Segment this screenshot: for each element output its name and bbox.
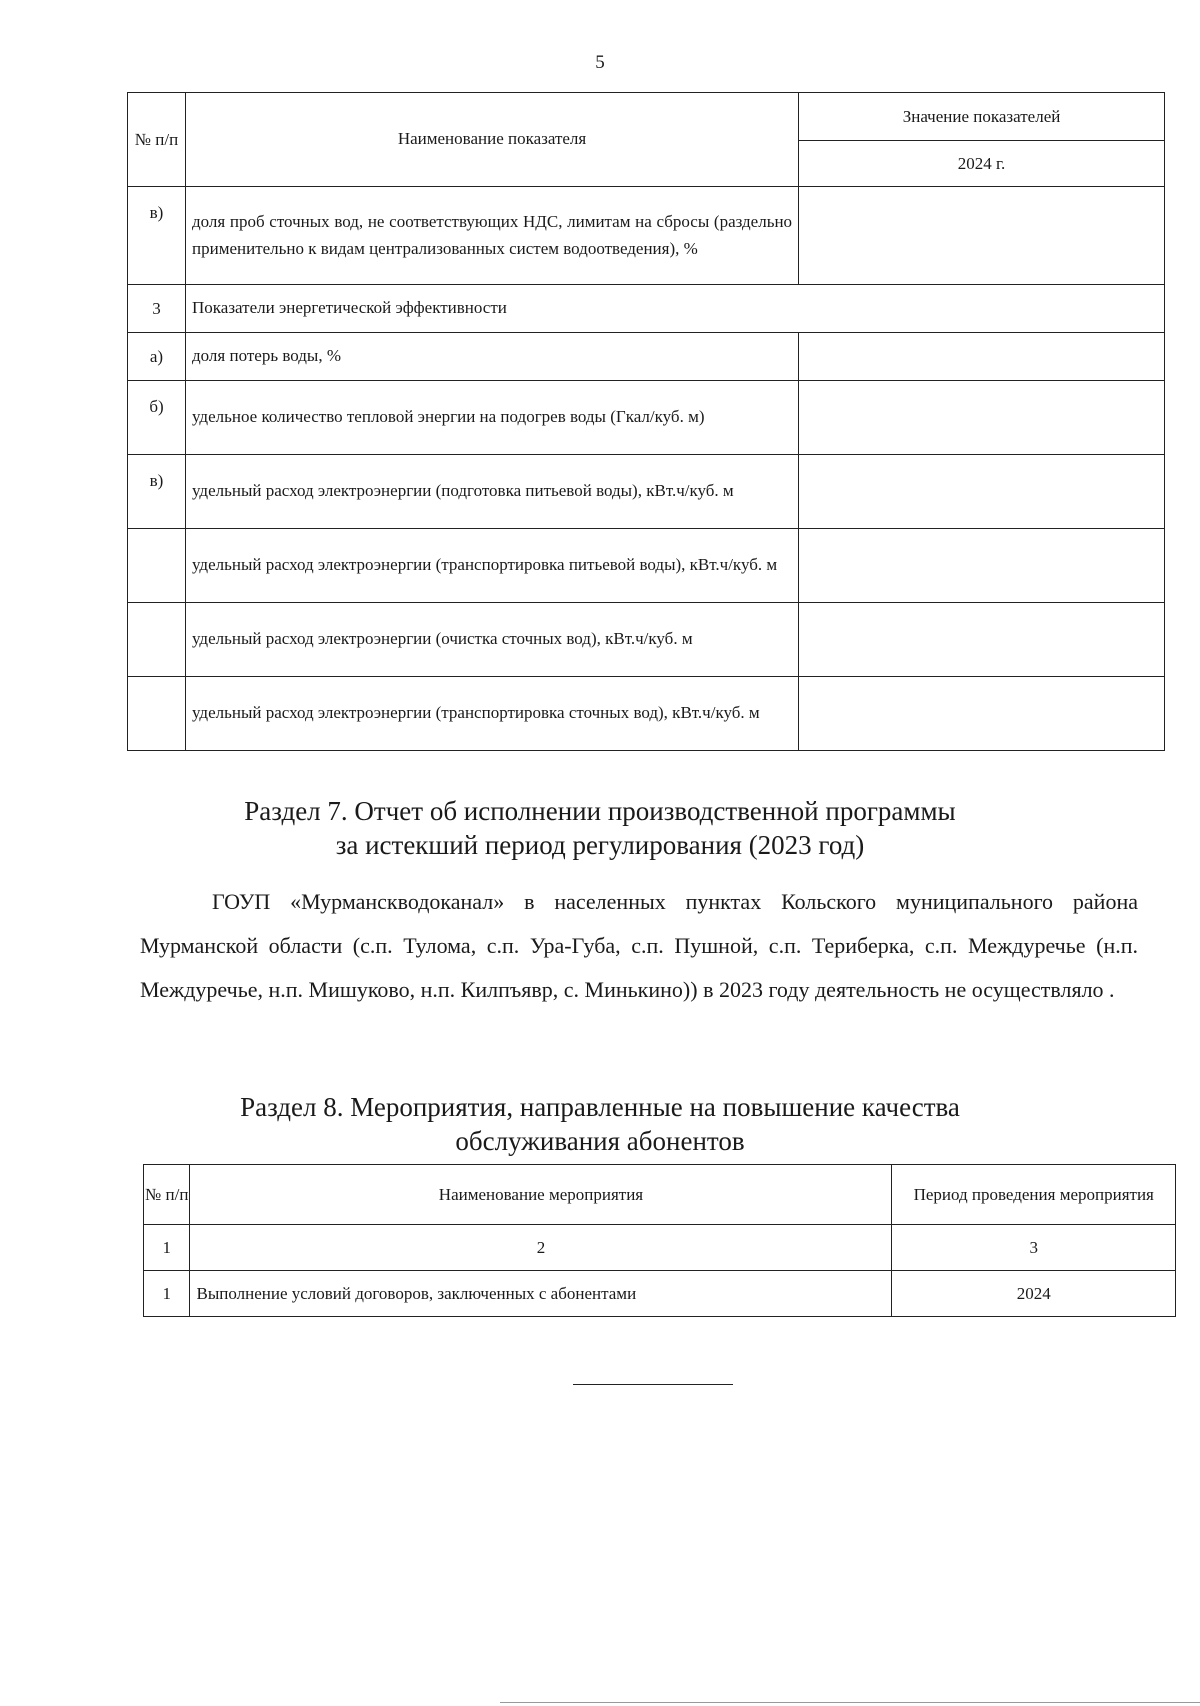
- row-num: [128, 603, 186, 677]
- row-name: удельный расход электроэнергии (транспортировка сточных вод), кВт.ч/куб. м: [186, 677, 799, 751]
- row-value: [799, 333, 1165, 381]
- table-row: [128, 455, 1165, 529]
- row-value: [799, 603, 1165, 677]
- row-num: 1: [144, 1271, 190, 1317]
- measures-table: [143, 1164, 1176, 1317]
- bottom-rule: [500, 1702, 1200, 1703]
- row-name: удельный расход электроэнергии (очистка сточных вод), кВт.ч/куб. м: [186, 603, 799, 677]
- section8-title-line2: обслуживания абонентов: [455, 1126, 745, 1156]
- row-name: удельный расход электроэнергии (подготовка питьевой воды), кВт.ч/куб. м: [186, 455, 799, 529]
- row-name: удельный расход электроэнергии (транспортировка питьевой воды), кВт.ч/куб. м: [186, 529, 799, 603]
- table-row: [144, 1271, 1176, 1317]
- row-num: б): [128, 381, 186, 455]
- header-num: № п/п: [144, 1165, 190, 1225]
- header-values-group: Значение показателей: [799, 93, 1165, 141]
- index-num: 1: [144, 1225, 190, 1271]
- header-period: Период проведения мероприятия: [892, 1165, 1176, 1225]
- end-rule: [573, 1384, 733, 1385]
- table-row: [128, 381, 1165, 455]
- index-name: 2: [190, 1225, 892, 1271]
- row-value: [799, 455, 1165, 529]
- table-row: [128, 603, 1165, 677]
- table-row: [128, 333, 1165, 381]
- table-row: [128, 187, 1165, 285]
- table-index-row: [144, 1225, 1176, 1271]
- table-row: [128, 529, 1165, 603]
- row-value: [799, 187, 1165, 285]
- row-name: удельное количество тепловой энергии на подогрев воды (Гкал/куб. м): [186, 381, 799, 455]
- table-row: [128, 677, 1165, 751]
- row-name: Показатели энергетической эффективности: [186, 285, 1165, 333]
- table-header-row: [128, 93, 1165, 141]
- row-value: [799, 381, 1165, 455]
- section7-title-line1: Раздел 7. Отчет об исполнении производственной программы: [244, 796, 956, 826]
- row-num: а): [128, 333, 186, 381]
- header-num: № п/п: [128, 93, 186, 187]
- section8-title: [0, 1090, 1200, 1158]
- section7-body: ГОУП «Мурманскводоканал» в населенных пунктах Кольского муниципального района Мурманской области (с.п. Тулома, с.п. Ура-Губа, с.п. Пушной, с.п. Териберка, с.п. Междуречье (н.п. Междуречье, н.п. Мишуково, н.п. Килпъявр, с. Минькино)) в 2023 году деятельность не осуществляло .: [140, 889, 1138, 1002]
- section7-title-line2: за истекший период регулирования (2023 год): [335, 830, 865, 860]
- table-header-row: [144, 1165, 1176, 1225]
- row-num: в): [128, 187, 186, 285]
- row-name: Выполнение условий договоров, заключенных с абонентами: [190, 1271, 892, 1317]
- row-num: в): [128, 455, 186, 529]
- table-section-row: [128, 285, 1165, 333]
- indicators-table: [127, 92, 1165, 751]
- section8-title-line1: Раздел 8. Мероприятия, направленные на повышение качества: [240, 1092, 960, 1122]
- row-num: 3: [128, 285, 186, 333]
- page-number: 5: [595, 52, 605, 73]
- row-value: [799, 677, 1165, 751]
- header-name: Наименование мероприятия: [190, 1165, 892, 1225]
- row-num: [128, 529, 186, 603]
- index-period: 3: [892, 1225, 1176, 1271]
- row-value: [799, 529, 1165, 603]
- row-num: [128, 677, 186, 751]
- header-year: 2024 г.: [799, 141, 1165, 187]
- header-name: Наименование показателя: [186, 93, 799, 187]
- section7-title: [0, 794, 1200, 862]
- row-name: доля проб сточных вод, не соответствующих НДС, лимитам на сбросы (раздельно применительно к видам централизованных систем водоотведения), %: [186, 187, 799, 285]
- row-period: 2024: [892, 1271, 1176, 1317]
- row-name: доля потерь воды, %: [186, 333, 799, 381]
